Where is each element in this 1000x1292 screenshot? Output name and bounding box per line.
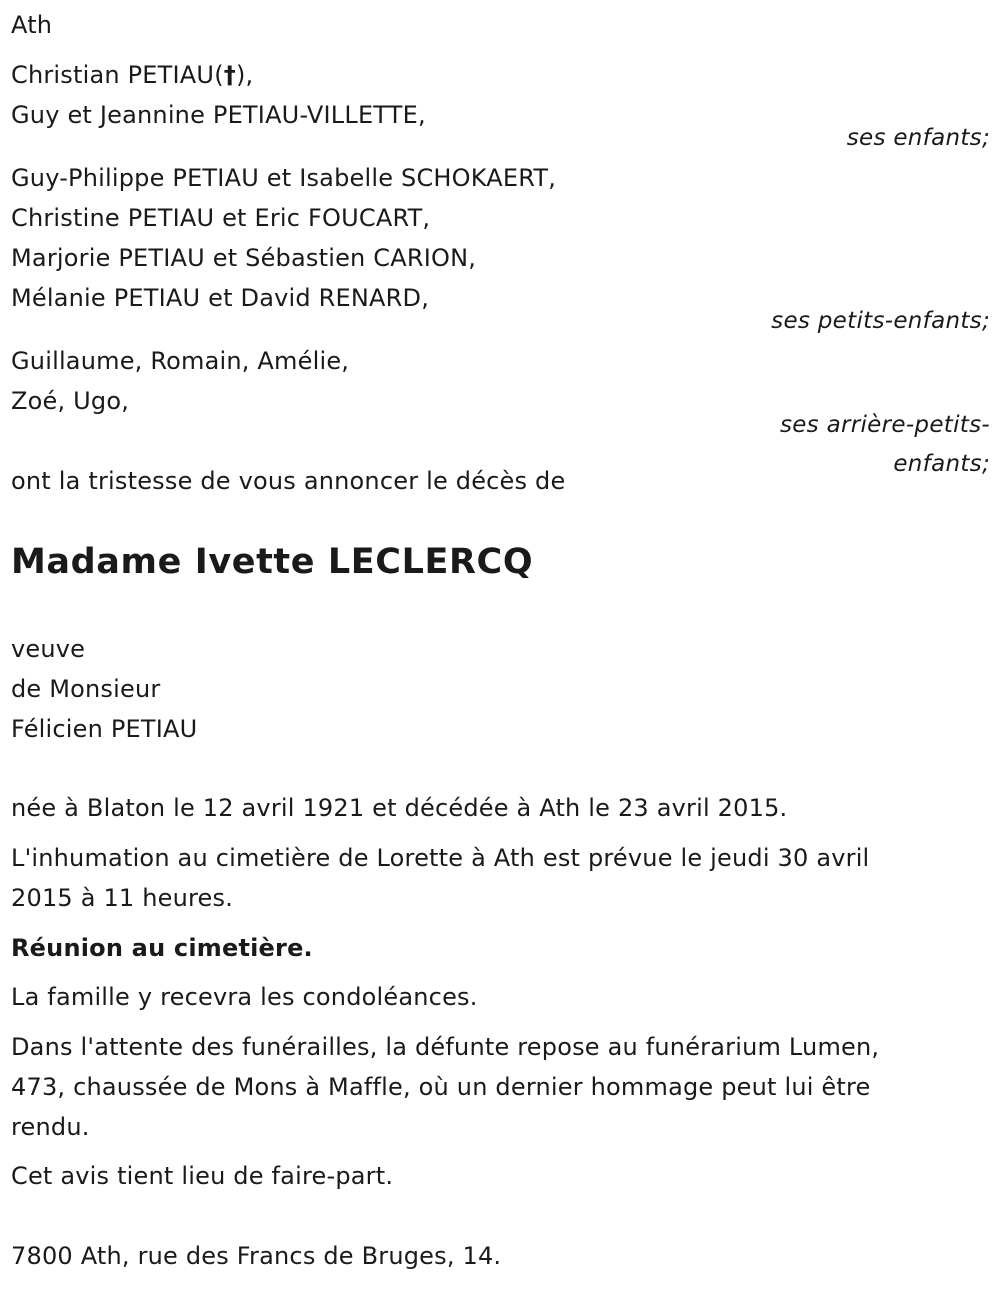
funerarium-line-3: rendu. bbox=[11, 1113, 90, 1141]
great-grandchild-1: Guillaume, Romain, Amélie, bbox=[11, 347, 350, 375]
widow-line-2: de Monsieur bbox=[11, 675, 161, 703]
widow-line-1: veuve bbox=[11, 635, 86, 663]
child-1-name: Christian PETIAU( bbox=[11, 61, 224, 89]
burial-line-2: 2015 à 11 heures. bbox=[11, 884, 234, 912]
meeting: Réunion au cimetière. bbox=[11, 934, 313, 962]
announcement: ont la tristesse de vous annoncer le décès de bbox=[11, 467, 566, 495]
grandchild-4: Mélanie PETIAU et David RENARD, bbox=[11, 284, 430, 312]
grandchild-1: Guy-Philippe PETIAU et Isabelle SCHOKAERT, bbox=[11, 164, 557, 192]
child-1 bbox=[11, 55, 253, 95]
role-grandchildren: ses petits-enfants; bbox=[771, 308, 990, 334]
burial-line-1: L'inhumation au cimetière de Lorette à Ath est prévue le jeudi 30 avril bbox=[11, 844, 870, 872]
child-1-end: ), bbox=[235, 61, 254, 89]
role-great-grandchildren-2: enfants; bbox=[893, 451, 990, 477]
grandchild-3: Marjorie PETIAU et Sébastien CARION, bbox=[11, 244, 477, 272]
role-great-grandchildren-1: ses arrière-petits- bbox=[779, 412, 990, 438]
great-grandchild-2: Zoé, Ugo, bbox=[11, 387, 130, 415]
location: Ath bbox=[11, 11, 53, 39]
widow-line-3: Félicien PETIAU bbox=[11, 715, 198, 743]
address: 7800 Ath, rue des Francs de Bruges, 14. bbox=[11, 1242, 502, 1270]
condolences: La famille y recevra les condoléances. bbox=[11, 983, 478, 1011]
notice: Cet avis tient lieu de faire-part. bbox=[11, 1162, 394, 1190]
child-2: Guy et Jeannine PETIAU-VILLETTE, bbox=[11, 101, 426, 129]
funerarium-line-2: 473, chaussée de Mons à Maffle, où un dernier hommage peut lui être bbox=[11, 1073, 871, 1101]
funerarium-line-1: Dans l'attente des funérailles, la défunte repose au funérarium Lumen, bbox=[11, 1033, 880, 1061]
grandchild-2: Christine PETIAU et Eric FOUCART, bbox=[11, 204, 431, 232]
cross-icon: † bbox=[223, 61, 236, 89]
deceased-name: Madame Ivette LECLERCQ bbox=[11, 542, 534, 582]
role-children: ses enfants; bbox=[846, 125, 990, 151]
birth-death-dates: née à Blaton le 12 avril 1921 et décédée à Ath le 23 avril 2015. bbox=[11, 794, 788, 822]
